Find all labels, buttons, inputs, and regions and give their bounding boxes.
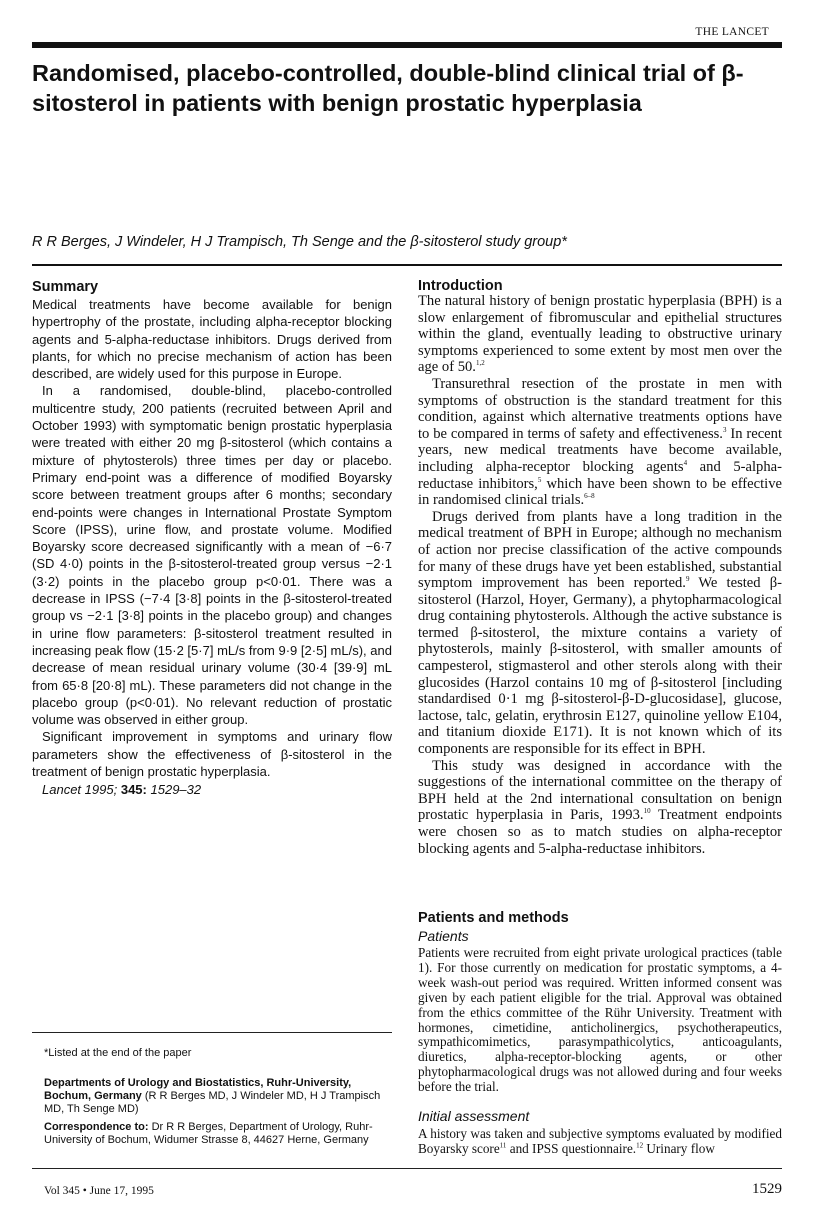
patients-paragraph: Patients were recruited from eight private urological practices (table 1). For those currently on medication for prostatic symptoms, a 4-week wash-out period was required. Written informed consent was given by each patient eligible for the trial. Approval was obtained from the ethics committee of the Rühr University. Treatment with hormones, cimetidine, anticholinergics, psychotherapeutics, sympathicomimetics, parasympathicolytics, anticoagulants, diuretics, alpha-receptor-blocking agents, or other phytopharmacological drugs was not allowed during and four weeks before the trial. (418, 945, 782, 1095)
body-text: and IPSS questionnaire. (506, 1140, 637, 1156)
intro-text: Treatment endpoints were chosen so as to match studies on alpha-receptor blocking agents and 5-alpha-reductase inhibitors. (418, 807, 783, 857)
intro-paragraph (418, 758, 782, 858)
volume-info: Vol 345 • June 17, 1995 (44, 1185, 154, 1197)
author-list: R R Berges, J Windeler, H J Trampisch, Th Senge and the β-sitosterol study group* (32, 234, 567, 250)
reference-marker: 9 (685, 575, 690, 584)
initial-assessment-paragraph (418, 1127, 782, 1157)
summary-paragraph: Medical treatments have become available for benign hypertrophy of the prostate, including alpha-receptor blocking agents and 5-alpha-reductase inhibitors. Drugs derived from plants, for which no precise mechanism of action has been described, are widely used for this purpose in Europe. (32, 297, 392, 382)
intro-text: The natural history of benign prostatic hyperplasia (BPH) is a slow enlargement of fibromuscular and epithelial structures within the gland, eventually leading to obstructive urinary symptoms experienced to some extent by most men over the age of 50. (418, 293, 782, 376)
intro-text: We tested β-sitosterol (Harzol, Hoyer, Germany), a phytopharmacological drug containing phytosterols. Although the active substance is termed β-sitosterol, the mixture contains a variety of phytosterols, mainly β-sitosterol, with smaller amounts of campesterol, stigmasterol and other sterols along with their glucosides (Harzol contains 10 mg of β-sitosterol [including standardised 0·1 mg β-sitosterol-β-D-glucosidase], glucose, lactose, talc, gelatin, erythrosin E127, quinoline yellow E104, and titanium dioxide E171). It is not known which of its components are responsible for its effect in BPH. (418, 575, 782, 758)
reference-marker: 10 (643, 807, 651, 816)
article-title: Randomised, placebo-controlled, double-blind clinical trial of β-sitosterol in patients with benign prostatic hyperplasia (32, 60, 744, 116)
author-rule (32, 264, 782, 266)
reference-marker: 6–8 (584, 492, 595, 501)
reference-marker: 11 (499, 1141, 507, 1150)
footnote: *Listed at the end of the paper (44, 1047, 192, 1059)
intro-text: which have been shown to be effective in randomised clinical trials. (418, 475, 782, 509)
page-number: 1529 (752, 1181, 782, 1197)
reference-marker: 5 (537, 475, 542, 484)
intro-text: Drugs derived from plants have a long tradition in the medical treatment of BPH in Europe; although no mechanism of action nor precise classification of the active compounds for many of these drugs have yet been established, substantial symptom improvement has been reported. (418, 508, 782, 592)
body-text: Urinary flow (643, 1140, 715, 1156)
methods-heading: Patients and methods (418, 910, 569, 926)
summary-heading: Summary (32, 279, 99, 295)
correspondence-label: Correspondence to: (44, 1121, 149, 1133)
intro-paragraph (418, 293, 782, 376)
intro-text: Transurethral resection of the prostate in men with symptoms of obstruction is the standard treatment for this condition, against which alternative treatments options have to be compared in terms of safety and effectiveness. (418, 375, 782, 442)
intro-text: In recent years, new medical treatments have become available, including alpha-receptor blocking agents (418, 425, 782, 475)
correspondence-address: Dr R R Berges, Department of Urology, Ruhr-University of Bochum, Widumer Strasse 8, 44627 Herne, Germany (44, 1121, 373, 1146)
citation-journal: Lancet (42, 782, 82, 798)
header-rule (32, 42, 782, 48)
reference-marker: 4 (683, 459, 688, 468)
citation-year: 1995; (84, 782, 118, 798)
footnote-rule (32, 1032, 392, 1033)
summary-body (32, 296, 392, 799)
intro-paragraph (418, 509, 782, 758)
reference-marker: 1,2 (475, 359, 485, 368)
department: Departments of Urology and Biostatistics, Ruhr-University, Bochum, Germany (44, 1077, 352, 1102)
citation (32, 781, 392, 798)
footer-rule (32, 1168, 782, 1169)
body-text: A history was taken and subjective symptoms evaluated by modified Boyarsky score (418, 1126, 782, 1156)
patients-subheading: Patients (418, 928, 469, 944)
citation-volume: 345: (120, 782, 147, 798)
introduction-heading: Introduction (418, 278, 503, 294)
author-names: (R R Berges MD, J Windeler MD, H J Trampisch MD, Th Senge MD) (44, 1090, 381, 1115)
summary-paragraph: Significant improvement in symptoms and urinary flow parameters show the effectiveness of β-sitosterol in the treatment of benign prostatic hyperplasia. (32, 729, 392, 780)
initial-assessment-subheading: Initial assessment (418, 1108, 530, 1124)
journal-name: THE LANCET (695, 26, 769, 38)
reference-marker: 3 (722, 425, 727, 434)
intro-text: and 5-alpha-reductase inhibitors, (418, 458, 782, 492)
reference-marker: 12 (636, 1141, 644, 1150)
summary-paragraph: In a randomised, double-blind, placebo-controlled multicentre study, 200 patients (recruited between April and October 1993) with symptomatic benign prostatic hyperplasia were treated with either 20 mg β-sitosterol (which contains a mixture of phytosterols) three times per day or placebo. Primary end-point was a difference of modified Boyarsky score between treatment groups after 6 months; secondary end-points were changes in International Prostate Symptom Score (IPSS), urine flow, and prostate volume. Modified Boyarsky score decreased significantly with a mean of −6·7 (SD 4·0) points in the β-sitosterol-treated group versus −2·1 (3·2) points in the placebo group p<0·01. There was a decrease in IPSS (−7·4 [3·8] points in the β-sitosterol-treated group vs −2·1 [3·8] points in the placebo group) and changes in urine flow parameters: β-sitosterol treatment resulted in increasing peak flow (15·2 [5·7] mL/s from 9·9 [2·5] mL/s), and decrease of mean residual urinary volume (30·4 [39·9] mL from 65·8 [20·8] mL). These parameters did not change in the placebo group (p<0·01). No relevant reduction of prostatic volume was observed in either group. (32, 383, 392, 728)
citation-pages: 1529–32 (150, 782, 202, 798)
affiliation-block (44, 1077, 394, 1152)
introduction-body (418, 293, 782, 857)
intro-paragraph (418, 376, 782, 509)
intro-text: This study was designed in accordance with the suggestions of the international committee on the therapy of BPH held at the 2nd international consultation on benign prostatic hyperplasia in Paris, 1993. (418, 757, 782, 824)
affiliation (44, 1077, 394, 1116)
correspondence (44, 1121, 394, 1147)
